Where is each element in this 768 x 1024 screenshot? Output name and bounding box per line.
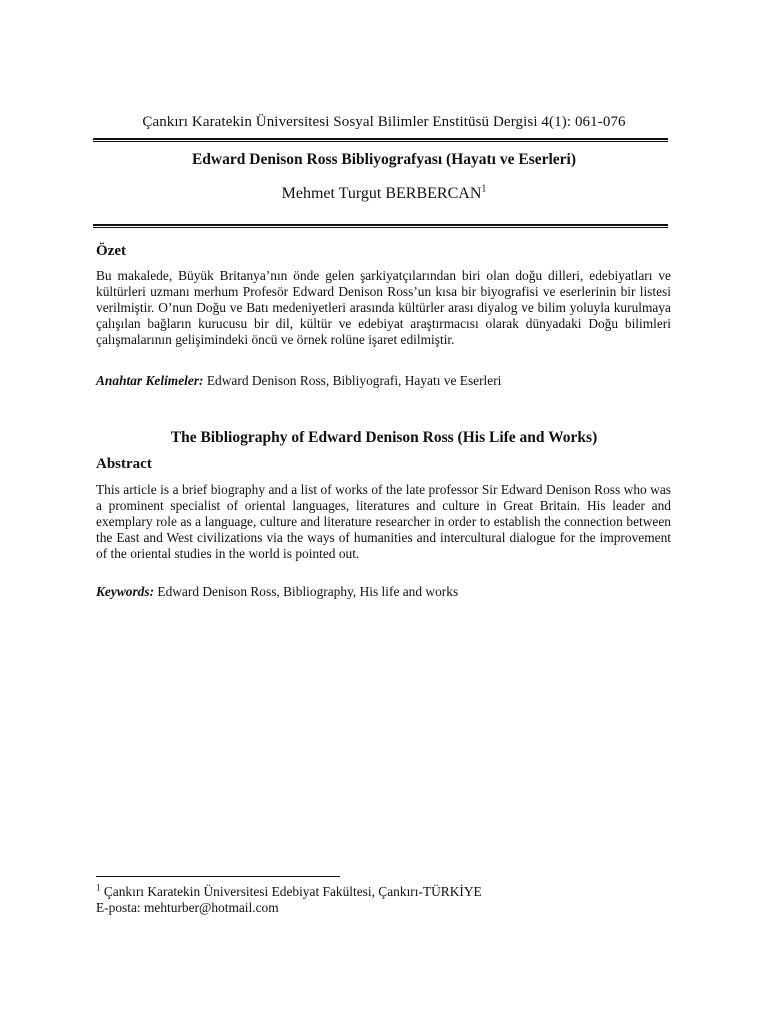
header-rule-top [93,138,668,142]
footnote-mark: 1 [96,882,101,893]
author-footnote-mark: 1 [481,183,487,195]
abstract-text: This article is a brief biography and a list of works of the late professor Sir Edward Denison Ross who was a prominent specialist of oriental languages, literatures and culture in Great Britain. His leader and exemplary role as a language, culture and literature researcher in order to establish the connection between the East and West civilizations via the ways of humanities and intercultural dialogue for the improvement of the oriental studies in the world is pointed out. [96,482,671,561]
ozet-text: Bu makalede, Büyük Britanya’nın önde gelen şarkiyatçılarından biri olan doğu dilleri, edebiyatları ve kültürleri uzmanı merhum Profesör Edward Denison Ross’un kısa bir biyografisi ve eserlerinin bir listesi verilmiştir. O’nun Doğu ve Batı medeniyetleri arasında kültürler arası diyalog ve bilim yoluyla kurulmaya çalışılan bağların kurucusu bir dil, kültür ve edebiyat araştırmacısı olarak dünyadaki Doğu bilimleri çalışmalarının gelişimindeki öncü ve örnek rolüne işaret edilmiştir. [96,268,671,347]
abstract-heading: Abstract [96,456,152,472]
ozet-heading: Özet [96,243,126,259]
keywords-tr-label: Anahtar Kelimeler: [96,373,204,388]
keywords-tr-value: Edward Denison Ross, Bibliyografi, Hayatı ve Eserleri [206,373,502,388]
footnote-email: E-posta: mehturber@hotmail.com [96,900,279,915]
keywords-en-label: Keywords: [96,584,155,599]
footnote-rule [96,876,340,877]
keywords-en-value: Edward Denison Ross, Bibliography, His life and works [157,584,459,599]
keywords-tr [96,373,671,389]
keywords-en [96,584,671,600]
header-rule-bottom [93,224,668,228]
journal-header: Çankırı Karatekin Üniversitesi Sosyal Bilimler Enstitüsü Dergisi 4(1): 061-076 [142,114,626,130]
footnote-affiliation-line [96,884,482,900]
footnote-affiliation: Çankırı Karatekin Üniversitesi Edebiyat Fakültesi, Çankırı-TÜRKİYE [103,884,482,899]
author-name: Mehmet Turgut BERBERCAN [281,185,482,202]
author-line [0,185,768,203]
paper-title: Edward Denison Ross Bibliyografyası (Hayatı ve Eserleri) [191,151,577,168]
footnote [96,884,482,916]
english-title: The Bibliography of Edward Denison Ross (His Life and Works) [170,429,598,446]
